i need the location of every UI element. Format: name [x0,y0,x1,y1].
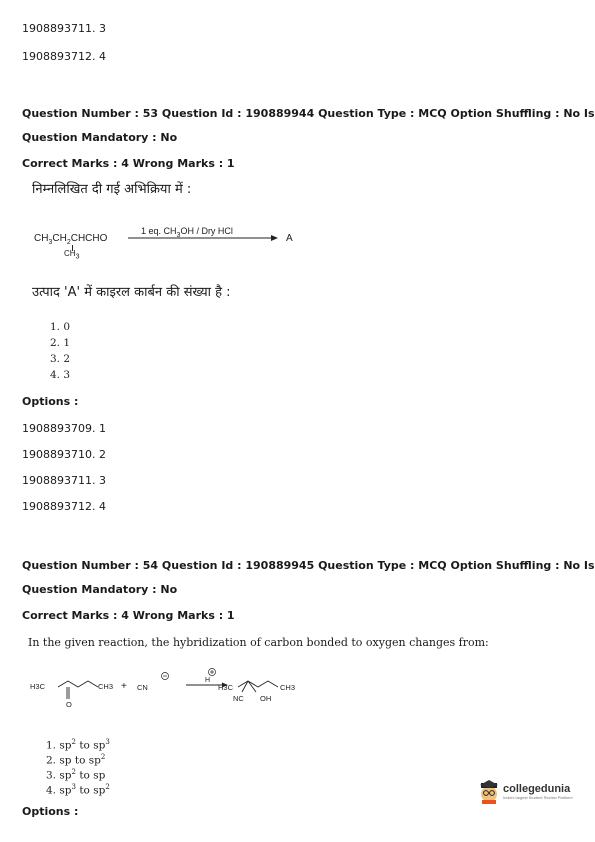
reaction-arrow [128,234,278,242]
marks-line: Correct Marks : 4 Wrong Marks : 1 [22,609,235,622]
question-header: Question Number : 53 Question Id : 190889944 Question Type : MCQ Option Shuffling : No Is [22,107,595,120]
options-label: Options : [22,395,79,408]
reactant-skeleton [58,681,98,687]
reactant-h3c: H3C [30,682,46,691]
reactant-oxygen: O [66,700,72,709]
product-oh: OH [260,694,272,703]
option-id-line: 1908893711. 3 [22,474,106,487]
options-label: Options : [22,805,79,818]
choice-item: 1. 0 [50,321,71,333]
choice-item: 4. 3 [50,369,71,381]
collegedunia-logo [478,780,573,804]
option-id-line: 1908893712. 4 [22,500,106,513]
choice-item: 2. 1 [50,337,71,349]
choice-item: 1. $sp^2$ to $sp^3$ [46,738,110,752]
logo-tagline: India's largest Student Review Platform [503,795,573,800]
question-stem: निम्नलिखित दी गई अभिक्रिया में : [32,182,192,197]
product-nc: NC [233,694,244,703]
option-id-line: 1908893709. 1 [22,422,106,435]
reactant-formula: $CH_3CH_2CHCHO$ [34,233,108,246]
product-label: A [286,233,293,244]
option-id-line: 1908893710. 2 [22,448,106,461]
acid-label: H [205,677,211,684]
reactant-branch: $CH_3$ [64,249,80,261]
question-header-cont: Question Mandatory : No [22,131,178,144]
reaction-scheme-54 [26,668,326,718]
plus-sign: + [121,681,127,692]
option-id-line: 1908893712. 4 [22,50,106,63]
marks-line: Correct Marks : 4 Wrong Marks : 1 [22,157,235,170]
choice-item: 3. 2 [50,353,71,365]
question-header-cont: Question Mandatory : No [22,583,178,596]
question-stem: In the given reaction, the hybridization of carbon bonded to oxygen changes from: [28,636,489,649]
product-skeleton [238,681,278,687]
cyanide-label: CN [137,683,148,692]
reactant-ch3: CH3 [98,682,114,691]
mascot-icon [478,780,500,804]
logo-name: collegedunia [503,783,571,795]
choice-item: 4. $sp^3$ to $sp^2$ [46,783,110,797]
question-header: Question Number : 54 Question Id : 190889945 Question Type : MCQ Option Shuffling : No Is [22,559,595,572]
product-h3c: H3C [218,683,234,692]
reagent-label: 1 eq. $CH_3OH$ / Dry HCl [141,226,233,239]
choice-item: 3. $sp^2$ to sp [46,768,106,782]
product-ch3: CH3 [280,683,296,692]
option-id-line: 1908893711. 3 [22,22,106,35]
question-text: उत्पाद 'A' में काइरल कार्बन की संख्या है : [32,285,231,300]
choice-item: 2. sp to $sp^2$ [46,753,106,767]
